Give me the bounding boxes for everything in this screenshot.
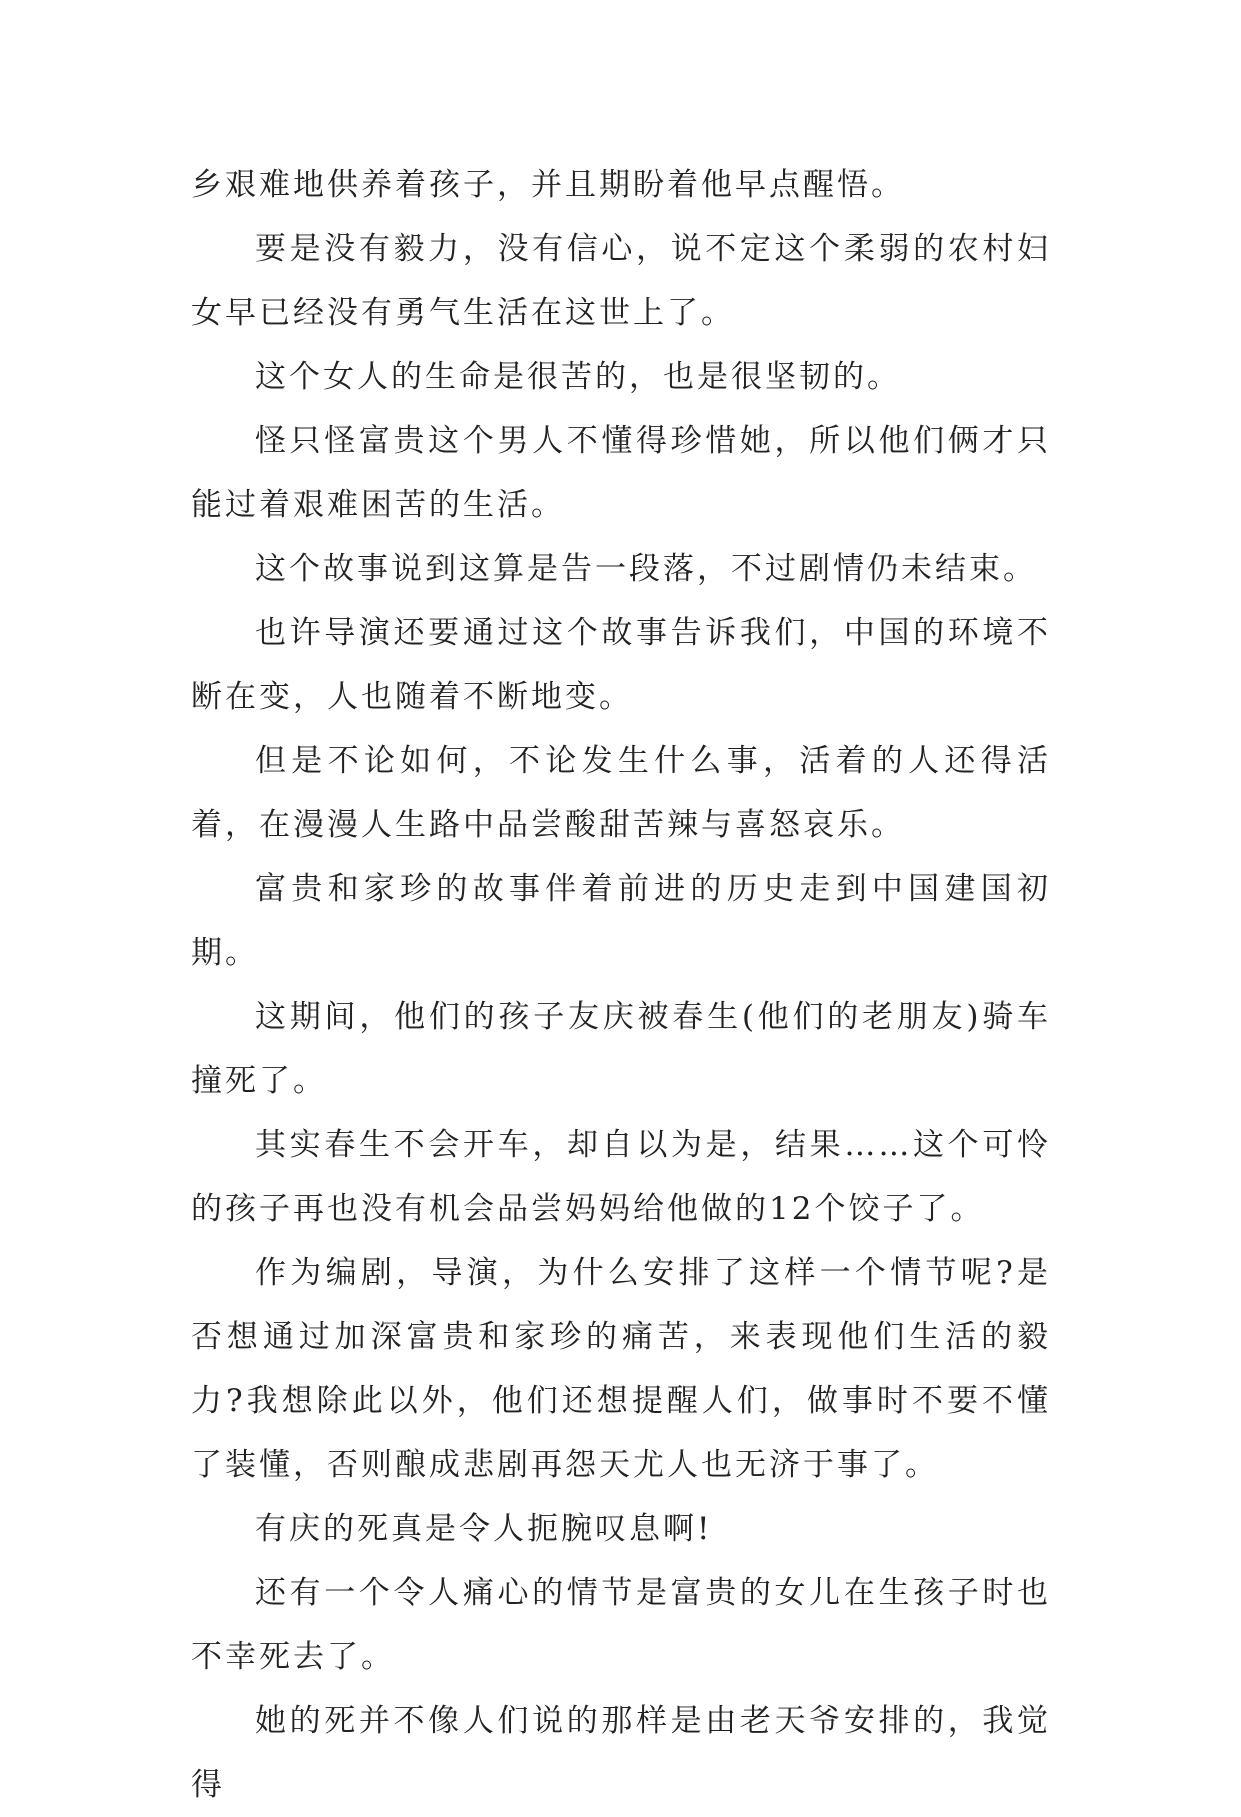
paragraph: 也许导演还要通过这个故事告诉我们，中国的环境不断在变，人也随着不断地变。 — [191, 615, 1051, 715]
body-text — [191, 153, 1051, 1817]
paragraph: 这期间，他们的孩子友庆被春生(他们的老朋友)骑车撞死了。 — [191, 999, 1051, 1099]
paragraph: 还有一个令人痛心的情节是富贵的女儿在生孩子时也不幸死去了。 — [191, 1575, 1051, 1675]
paragraph: 要是没有毅力，没有信心，说不定这个柔弱的农村妇女早已经没有勇气生活在这世上了。 — [191, 231, 1051, 331]
paragraph: 乡艰难地供养着孩子，并且期盼着他早点醒悟。 — [191, 167, 905, 203]
paragraph: 作为编剧，导演，为什么安排了这样一个情节呢?是否想通过加深富贵和家珍的痛苦，来表现他们生活的毅力?我想除此以外，他们还想提醒人们，做事时不要不懂了装懂，否则酿成悲剧再怨天尤人也无济于事了。 — [191, 1255, 1051, 1483]
paragraph: 富贵和家珍的故事伴着前进的历史走到中国建国初期。 — [191, 871, 1051, 971]
paragraph: 但是不论如何，不论发生什么事，活着的人还得活着，在漫漫人生路中品尝酸甜苦辣与喜怒哀乐。 — [191, 743, 1051, 843]
paragraph: 有庆的死真是令人扼腕叹息啊! — [255, 1511, 713, 1547]
paragraph: 其实春生不会开车，却自以为是，结果……这个可怜的孩子再也没有机会品尝妈妈给他做的12个饺子了。 — [191, 1127, 1051, 1227]
paragraph: 怪只怪富贵这个男人不懂得珍惜她，所以他们俩才只能过着艰难困苦的生活。 — [191, 423, 1051, 523]
paragraph: 这个女人的生命是很苦的，也是很坚韧的。 — [255, 359, 901, 395]
paragraph: 这个故事说到这算是告一段落，不过剧情仍未结束。 — [255, 551, 1037, 587]
paragraph: 她的死并不像人们说的那样是由老天爷安排的，我觉得 — [191, 1703, 1051, 1803]
